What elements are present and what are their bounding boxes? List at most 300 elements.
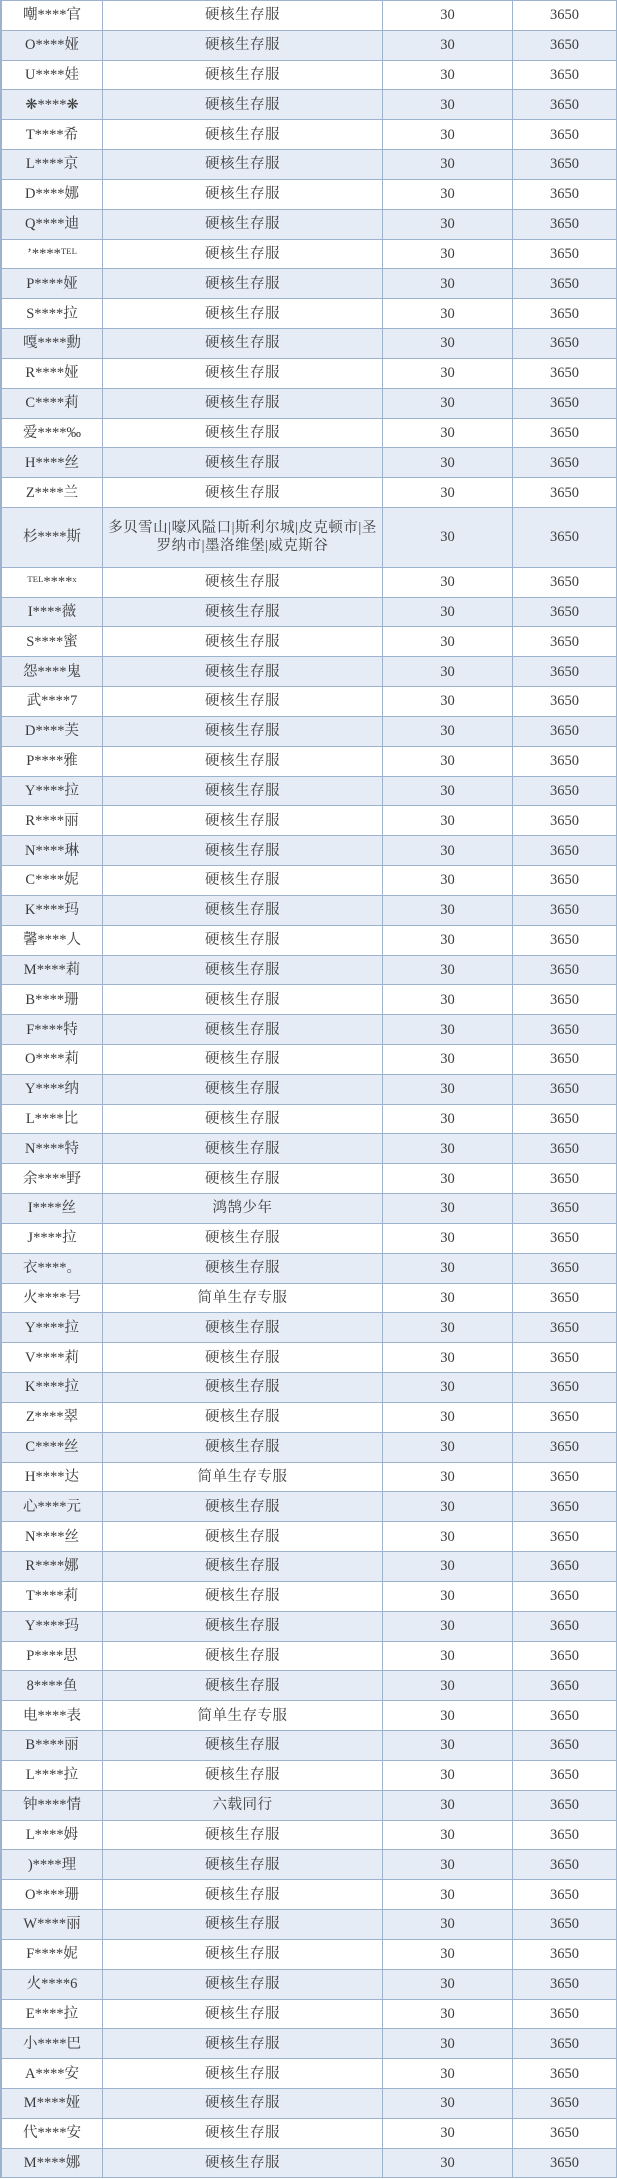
player-name-cell: E****拉: [2, 2000, 103, 2029]
value1-cell: 30: [383, 1612, 513, 1641]
player-name-cell: U****娃: [2, 61, 103, 90]
value2-cell: 3650: [513, 1731, 617, 1760]
value2-cell: 3650: [513, 359, 617, 388]
table-row: [2, 1612, 617, 1642]
value1-cell: 30: [383, 1015, 513, 1044]
table-row: [2, 1134, 617, 1164]
value2-cell: 3650: [513, 598, 617, 627]
player-name-cell: H****丝: [2, 448, 103, 477]
server-name-cell: 硬核生存服: [103, 180, 383, 209]
player-name-cell: Z****翠: [2, 1403, 103, 1432]
server-name-cell: 硬核生存服: [103, 1433, 383, 1462]
value2-cell: 3650: [513, 1254, 617, 1283]
value2-cell: 3650: [513, 866, 617, 895]
server-name-cell: 六载同行: [103, 1791, 383, 1820]
table-row: [2, 120, 617, 150]
server-name-cell: 硬核生存服: [103, 1492, 383, 1521]
value1-cell: 30: [383, 1642, 513, 1671]
value1-cell: 30: [383, 1850, 513, 1879]
table-row: [2, 1224, 617, 1254]
value2-cell: 3650: [513, 329, 617, 358]
value2-cell: 3650: [513, 777, 617, 806]
value2-cell: 3650: [513, 2119, 617, 2148]
server-name-cell: 硬核生存服: [103, 210, 383, 239]
value1-cell: 30: [383, 1970, 513, 1999]
value1-cell: 30: [383, 1075, 513, 1104]
player-name-cell: D****娜: [2, 180, 103, 209]
player-name-cell: Z****兰: [2, 478, 103, 507]
server-name-cell: 硬核生存服: [103, 896, 383, 925]
server-name-cell: 硬核生存服: [103, 777, 383, 806]
value1-cell: 30: [383, 1731, 513, 1760]
player-name-cell: 火****号: [2, 1284, 103, 1313]
value1-cell: 30: [383, 956, 513, 985]
player-name-cell: S****拉: [2, 299, 103, 328]
value1-cell: 30: [383, 180, 513, 209]
value2-cell: 3650: [513, 150, 617, 179]
value2-cell: 3650: [513, 806, 617, 835]
server-name-cell: 硬核生存服: [103, 1343, 383, 1372]
server-name-cell: 硬核生存服: [103, 389, 383, 418]
server-name-cell: 硬核生存服: [103, 419, 383, 448]
player-name-cell: L****京: [2, 150, 103, 179]
value1-cell: 30: [383, 61, 513, 90]
value2-cell: 3650: [513, 2000, 617, 2029]
value1-cell: 30: [383, 1254, 513, 1283]
player-name-cell: 火****6: [2, 1970, 103, 1999]
player-name-cell: W****丽: [2, 1910, 103, 1939]
table-row: [2, 2059, 617, 2089]
value1-cell: 30: [383, 1522, 513, 1551]
value1-cell: 30: [383, 1, 513, 30]
value2-cell: 3650: [513, 2029, 617, 2058]
table-row: [2, 1642, 617, 1672]
value1-cell: 30: [383, 1194, 513, 1223]
server-name-cell: 硬核生存服: [103, 359, 383, 388]
value2-cell: 3650: [513, 1850, 617, 1879]
server-name-cell: 硬核生存服: [103, 956, 383, 985]
value2-cell: 3650: [513, 1045, 617, 1074]
server-name-cell: 简单生存专服: [103, 1284, 383, 1313]
table-row: [2, 1373, 617, 1403]
value1-cell: 30: [383, 1164, 513, 1193]
value1-cell: 30: [383, 687, 513, 716]
value1-cell: 30: [383, 985, 513, 1014]
value2-cell: 3650: [513, 985, 617, 1014]
server-name-cell: 硬核生存服: [103, 1671, 383, 1700]
server-name-cell: 简单生存专服: [103, 1701, 383, 1730]
value2-cell: 3650: [513, 1522, 617, 1551]
server-name-cell: 硬核生存服: [103, 806, 383, 835]
player-name-cell: Y****拉: [2, 777, 103, 806]
player-name-cell: 小****巴: [2, 2029, 103, 2058]
table-row: [2, 2119, 617, 2149]
value1-cell: 30: [383, 210, 513, 239]
player-name-cell: 8****鱼: [2, 1671, 103, 1700]
player-name-cell: O****珊: [2, 1880, 103, 1909]
value1-cell: 30: [383, 448, 513, 477]
value2-cell: 3650: [513, 1671, 617, 1700]
table-row: [2, 2149, 617, 2179]
value2-cell: 3650: [513, 627, 617, 656]
value1-cell: 30: [383, 1492, 513, 1521]
server-name-cell: 硬核生存服: [103, 1731, 383, 1760]
player-name-cell: ᵀᴱᴸ****ˣ: [2, 568, 103, 597]
player-name-cell: V****莉: [2, 1343, 103, 1372]
value1-cell: 30: [383, 896, 513, 925]
value2-cell: 3650: [513, 1134, 617, 1163]
table-row: [2, 1582, 617, 1612]
player-name-cell: Y****拉: [2, 1313, 103, 1342]
value2-cell: 3650: [513, 90, 617, 119]
table-row: [2, 1194, 617, 1224]
server-name-cell: 硬核生存服: [103, 120, 383, 149]
value1-cell: 30: [383, 240, 513, 269]
server-name-cell: 硬核生存服: [103, 1940, 383, 1969]
value1-cell: 30: [383, 568, 513, 597]
player-name-cell: H****达: [2, 1463, 103, 1492]
value2-cell: 3650: [513, 2089, 617, 2118]
table-row: [2, 1940, 617, 1970]
server-name-cell: 硬核生存服: [103, 2089, 383, 2118]
value1-cell: 30: [383, 1343, 513, 1372]
value1-cell: 30: [383, 120, 513, 149]
player-name-cell: 杉****斯: [2, 508, 103, 567]
value1-cell: 30: [383, 359, 513, 388]
table-row: [2, 31, 617, 61]
value1-cell: 30: [383, 1433, 513, 1462]
value1-cell: 30: [383, 1761, 513, 1790]
table-row: [2, 1910, 617, 1940]
value1-cell: 30: [383, 329, 513, 358]
value2-cell: 3650: [513, 299, 617, 328]
server-name-cell: 硬核生存服: [103, 657, 383, 686]
table-row: [2, 240, 617, 270]
table-row: [2, 1, 617, 31]
server-name-cell: 硬核生存服: [103, 1313, 383, 1342]
value1-cell: 30: [383, 389, 513, 418]
value1-cell: 30: [383, 598, 513, 627]
table-row: [2, 1731, 617, 1761]
value2-cell: 3650: [513, 1433, 617, 1462]
server-name-cell: 硬核生存服: [103, 1224, 383, 1253]
player-name-cell: 怨****鬼: [2, 657, 103, 686]
table-row: [2, 180, 617, 210]
value1-cell: 30: [383, 1552, 513, 1581]
table-row: [2, 478, 617, 508]
value2-cell: 3650: [513, 1701, 617, 1730]
server-name-cell: 硬核生存服: [103, 687, 383, 716]
value1-cell: 30: [383, 1224, 513, 1253]
value2-cell: 3650: [513, 478, 617, 507]
value1-cell: 30: [383, 2119, 513, 2148]
value2-cell: 3650: [513, 1373, 617, 1402]
value1-cell: 30: [383, 299, 513, 328]
value1-cell: 30: [383, 508, 513, 567]
table-row: [2, 1791, 617, 1821]
server-name-cell: 硬核生存服: [103, 1970, 383, 1999]
table-row: [2, 299, 617, 329]
value2-cell: 3650: [513, 448, 617, 477]
value2-cell: 3650: [513, 389, 617, 418]
table-row: [2, 1015, 617, 1045]
player-name-cell: 爱****‰: [2, 419, 103, 448]
value2-cell: 3650: [513, 1940, 617, 1969]
table-row: [2, 269, 617, 299]
value2-cell: 3650: [513, 61, 617, 90]
table-row: [2, 1821, 617, 1851]
table-row: [2, 329, 617, 359]
value1-cell: 30: [383, 419, 513, 448]
server-name-cell: 硬核生存服: [103, 568, 383, 597]
player-name-cell: 嘎****勳: [2, 329, 103, 358]
value1-cell: 30: [383, 2059, 513, 2088]
player-name-cell: )****理: [2, 1850, 103, 1879]
value1-cell: 30: [383, 1701, 513, 1730]
server-name-cell: 硬核生存服: [103, 448, 383, 477]
player-name-cell: M****莉: [2, 956, 103, 985]
table-row: [2, 777, 617, 807]
player-name-cell: D****芙: [2, 717, 103, 746]
value2-cell: 3650: [513, 2059, 617, 2088]
value2-cell: 3650: [513, 1313, 617, 1342]
table-row: [2, 598, 617, 628]
value2-cell: 3650: [513, 31, 617, 60]
value1-cell: 30: [383, 777, 513, 806]
player-name-cell: N****特: [2, 1134, 103, 1163]
value2-cell: 3650: [513, 1582, 617, 1611]
value2-cell: 3650: [513, 210, 617, 239]
value1-cell: 30: [383, 2029, 513, 2058]
server-name-cell: 硬核生存服: [103, 836, 383, 865]
player-name-cell: 衣****。: [2, 1254, 103, 1283]
value2-cell: 3650: [513, 1284, 617, 1313]
table-row: [2, 1075, 617, 1105]
value2-cell: 3650: [513, 1552, 617, 1581]
table-row: [2, 210, 617, 240]
player-name-cell: C****丝: [2, 1433, 103, 1462]
value1-cell: 30: [383, 866, 513, 895]
value1-cell: 30: [383, 1791, 513, 1820]
value1-cell: 30: [383, 717, 513, 746]
table-row: [2, 1522, 617, 1552]
value2-cell: 3650: [513, 1642, 617, 1671]
table-row: [2, 1343, 617, 1373]
value2-cell: 3650: [513, 1164, 617, 1193]
player-name-cell: Y****玛: [2, 1612, 103, 1641]
player-name-cell: 心****元: [2, 1492, 103, 1521]
server-name-cell: 硬核生存服: [103, 31, 383, 60]
server-name-cell: 硬核生存服: [103, 1164, 383, 1193]
value2-cell: 3650: [513, 1015, 617, 1044]
table-row: [2, 687, 617, 717]
table-row: [2, 1284, 617, 1314]
player-name-cell: K****拉: [2, 1373, 103, 1402]
player-name-cell: I****丝: [2, 1194, 103, 1223]
table-row: [2, 2029, 617, 2059]
value1-cell: 30: [383, 2149, 513, 2178]
table-row: [2, 2000, 617, 2030]
value2-cell: 3650: [513, 1194, 617, 1223]
value1-cell: 30: [383, 806, 513, 835]
value1-cell: 30: [383, 1105, 513, 1134]
server-name-cell: 硬核生存服: [103, 1821, 383, 1850]
value1-cell: 30: [383, 1134, 513, 1163]
server-name-cell: 硬核生存服: [103, 1254, 383, 1283]
value2-cell: 3650: [513, 2149, 617, 2178]
value1-cell: 30: [383, 1463, 513, 1492]
server-name-cell: 硬核生存服: [103, 1910, 383, 1939]
player-name-cell: J****拉: [2, 1224, 103, 1253]
table-row: [2, 1105, 617, 1135]
player-name-cell: T****希: [2, 120, 103, 149]
player-name-cell: B****珊: [2, 985, 103, 1014]
value1-cell: 30: [383, 1313, 513, 1342]
table-row: [2, 747, 617, 777]
server-name-cell: 硬核生存服: [103, 1134, 383, 1163]
value2-cell: 3650: [513, 1910, 617, 1939]
server-name-cell: 硬核生存服: [103, 1552, 383, 1581]
value1-cell: 30: [383, 1940, 513, 1969]
table-row: [2, 806, 617, 836]
server-name-cell: 硬核生存服: [103, 1522, 383, 1551]
table-row: [2, 1880, 617, 1910]
table-row: [2, 2089, 617, 2119]
value1-cell: 30: [383, 269, 513, 298]
table-row: [2, 896, 617, 926]
value2-cell: 3650: [513, 419, 617, 448]
table-row: [2, 508, 617, 568]
table-row: [2, 150, 617, 180]
value2-cell: 3650: [513, 956, 617, 985]
value1-cell: 30: [383, 926, 513, 955]
table-row: [2, 866, 617, 896]
value2-cell: 3650: [513, 896, 617, 925]
player-name-cell: R****丽: [2, 806, 103, 835]
player-name-cell: F****特: [2, 1015, 103, 1044]
server-name-cell: 多贝雪山|嚎风隘口|斯利尔城|皮克顿市|圣罗纳市|墨洛维堡|威克斯谷: [103, 508, 383, 567]
value2-cell: 3650: [513, 120, 617, 149]
value1-cell: 30: [383, 1373, 513, 1402]
table-row: [2, 448, 617, 478]
value2-cell: 3650: [513, 1492, 617, 1521]
table-row: [2, 985, 617, 1015]
table-row: [2, 1313, 617, 1343]
server-name-cell: 硬核生存服: [103, 61, 383, 90]
player-name-cell: 余****野: [2, 1164, 103, 1193]
server-name-cell: 硬核生存服: [103, 2119, 383, 2148]
value2-cell: 3650: [513, 717, 617, 746]
server-name-cell: 硬核生存服: [103, 598, 383, 627]
server-name-cell: 硬核生存服: [103, 1582, 383, 1611]
table-row: [2, 956, 617, 986]
value2-cell: 3650: [513, 1403, 617, 1432]
player-name-cell: L****比: [2, 1105, 103, 1134]
player-name-cell: ’****ᵀᴱᴸ: [2, 240, 103, 269]
server-name-cell: 硬核生存服: [103, 1880, 383, 1909]
server-name-cell: 硬核生存服: [103, 2029, 383, 2058]
value2-cell: 3650: [513, 1343, 617, 1372]
value1-cell: 30: [383, 1045, 513, 1074]
table-row: [2, 1761, 617, 1791]
value1-cell: 30: [383, 627, 513, 656]
server-name-cell: 硬核生存服: [103, 1015, 383, 1044]
value2-cell: 3650: [513, 687, 617, 716]
value1-cell: 30: [383, 150, 513, 179]
server-name-cell: 简单生存专服: [103, 1463, 383, 1492]
value1-cell: 30: [383, 747, 513, 776]
value2-cell: 3650: [513, 508, 617, 567]
server-name-cell: 硬核生存服: [103, 747, 383, 776]
value2-cell: 3650: [513, 1761, 617, 1790]
value2-cell: 3650: [513, 1224, 617, 1253]
player-name-cell: ❋****❋: [2, 90, 103, 119]
player-name-cell: O****莉: [2, 1045, 103, 1074]
value2-cell: 3650: [513, 1821, 617, 1850]
server-name-cell: 硬核生存服: [103, 985, 383, 1014]
server-name-cell: 硬核生存服: [103, 1761, 383, 1790]
value1-cell: 30: [383, 1880, 513, 1909]
player-name-cell: S****蜜: [2, 627, 103, 656]
server-name-cell: 硬核生存服: [103, 1105, 383, 1134]
value2-cell: 3650: [513, 269, 617, 298]
server-name-cell: 硬核生存服: [103, 329, 383, 358]
player-name-cell: 电****表: [2, 1701, 103, 1730]
table-row: [2, 657, 617, 687]
server-name-cell: 硬核生存服: [103, 478, 383, 507]
server-name-cell: 硬核生存服: [103, 717, 383, 746]
server-name-cell: 硬核生存服: [103, 1612, 383, 1641]
value1-cell: 30: [383, 31, 513, 60]
server-name-cell: 硬核生存服: [103, 1, 383, 30]
player-name-cell: R****娅: [2, 359, 103, 388]
table-row: [2, 1463, 617, 1493]
value1-cell: 30: [383, 2089, 513, 2118]
player-name-cell: Q****迪: [2, 210, 103, 239]
value2-cell: 3650: [513, 1105, 617, 1134]
value1-cell: 30: [383, 1910, 513, 1939]
player-name-cell: M****娜: [2, 2149, 103, 2178]
value1-cell: 30: [383, 1403, 513, 1432]
table-row: [2, 1671, 617, 1701]
value2-cell: 3650: [513, 926, 617, 955]
value2-cell: 3650: [513, 240, 617, 269]
player-name-cell: 嘲****官: [2, 1, 103, 30]
player-name-cell: 武****7: [2, 687, 103, 716]
table-row: [2, 1433, 617, 1463]
player-name-cell: Y****纳: [2, 1075, 103, 1104]
table-row: [2, 1850, 617, 1880]
server-name-cell: 硬核生存服: [103, 1373, 383, 1402]
player-name-cell: 钟****情: [2, 1791, 103, 1820]
table-row: [2, 389, 617, 419]
player-name-cell: I****薇: [2, 598, 103, 627]
table-row: [2, 1045, 617, 1075]
server-name-cell: 硬核生存服: [103, 1850, 383, 1879]
player-name-cell: N****琳: [2, 836, 103, 865]
player-name-cell: P****雅: [2, 747, 103, 776]
server-name-cell: 鸿鹄少年: [103, 1194, 383, 1223]
value1-cell: 30: [383, 1582, 513, 1611]
server-name-cell: 硬核生存服: [103, 926, 383, 955]
value2-cell: 3650: [513, 1, 617, 30]
player-name-cell: L****姆: [2, 1821, 103, 1850]
server-name-cell: 硬核生存服: [103, 150, 383, 179]
table-row: [2, 90, 617, 120]
value2-cell: 3650: [513, 180, 617, 209]
value1-cell: 30: [383, 1671, 513, 1700]
player-name-cell: C****妮: [2, 866, 103, 895]
